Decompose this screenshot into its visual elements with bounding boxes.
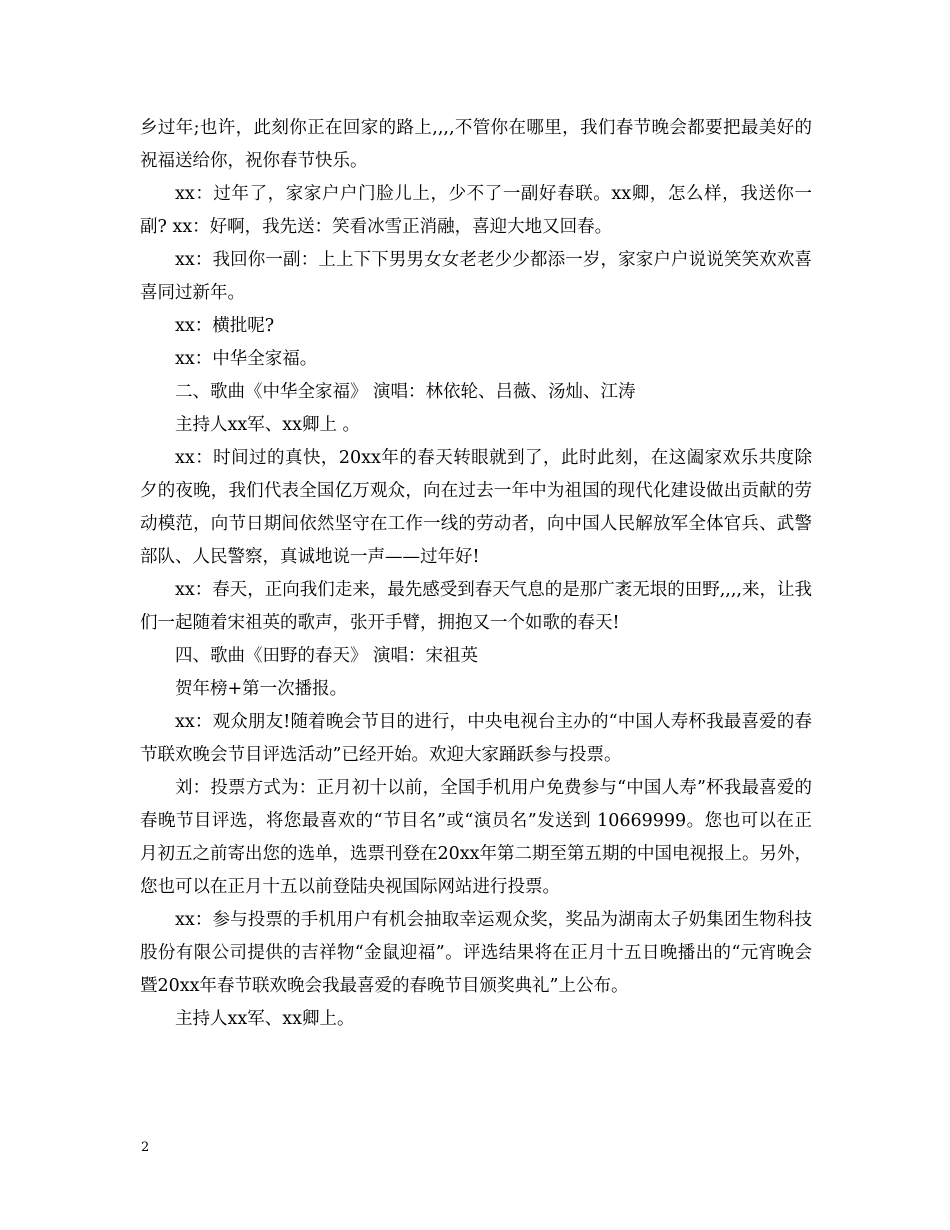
paragraph: xx：中华全家福。	[175, 349, 318, 369]
page-number: 2	[141, 1140, 150, 1155]
paragraph: xx：观众朋友!随着晚会节目的进行，中央电视台主办的“中国人寿杯我最喜爱的春节联欢晚会节目评选活动”已经开始。欢迎大家踊跃参与投票。	[140, 712, 812, 765]
paragraph: 主持人xx军、xx卿上 。	[175, 415, 361, 435]
paragraph: xx：横批呢?	[175, 316, 275, 336]
paragraph: xx：过年了，家家户户门脸儿上，少不了一副好春联。xx卿，怎么样，我送你一副? xx：好啊，我先送：笑看冰雪正消融，喜迎大地又回春。	[140, 184, 812, 237]
paragraph: 主持人xx军、xx卿上。	[175, 1009, 355, 1029]
paragraph: 刘：投票方式为：正月初十以前，全国手机用户免费参与“中国人寿”杯我最喜爱的春晚节目评选，将您最喜欢的“节目名”或“演员名”发送到 10669999。您也可以在正月初五之前寄出您的选单，选票刊登在20xx年第二期至第五期的中国电视报上。另外，您也可以在正月十五以前登陆央视国际网站进行投票。	[140, 778, 813, 897]
paragraph: xx：春天，正向我们走来，最先感受到春天气息的是那广袤无垠的田野,,,,来，让我们一起随着宋祖英的歌声，张开手臂，拥抱又一个如歌的春天!	[140, 580, 812, 633]
section-heading: 四、歌曲《田野的春天》 演唱：宋祖英	[175, 646, 479, 666]
paragraph: 乡过年;也许，此刻你正在回家的路上,,,,不管你在哪里，我们春节晚会都要把最美好的祝福送给你，祝你春节快乐。	[140, 118, 812, 171]
section-heading: 二、歌曲《中华全家福》 演唱：林依轮、吕薇、汤灿、江涛	[175, 382, 636, 402]
paragraph: 贺年榜+第一次播报。	[175, 679, 348, 699]
document-body	[140, 112, 812, 1036]
paragraph: xx：我回你一副：上上下下男男女女老老少少都添一岁，家家户户说说笑笑欢欢喜喜同过新年。	[140, 250, 812, 303]
paragraph: xx：时间过的真快，20xx年的春天转眼就到了，此时此刻，在这阖家欢乐共度除夕的夜晚，我们代表全国亿万观众，向在过去一年中为祖国的现代化建设做出贡献的劳动模范，向节日期间依然坚守在工作一线的劳动者，向中国人民解放军全体官兵、武警部队、人民警察，真诚地说一声——过年好!	[140, 448, 812, 567]
paragraph: xx：参与投票的手机用户有机会抽取幸运观众奖，奖品为湖南太子奶集团生物科技股份有限公司提供的吉祥物“金鼠迎福”。评选结果将在正月十五日晚播出的“元宵晚会暨20xx年春节联欢晚会我最喜爱的春晚节目颁奖典礼”上公布。	[140, 910, 812, 996]
